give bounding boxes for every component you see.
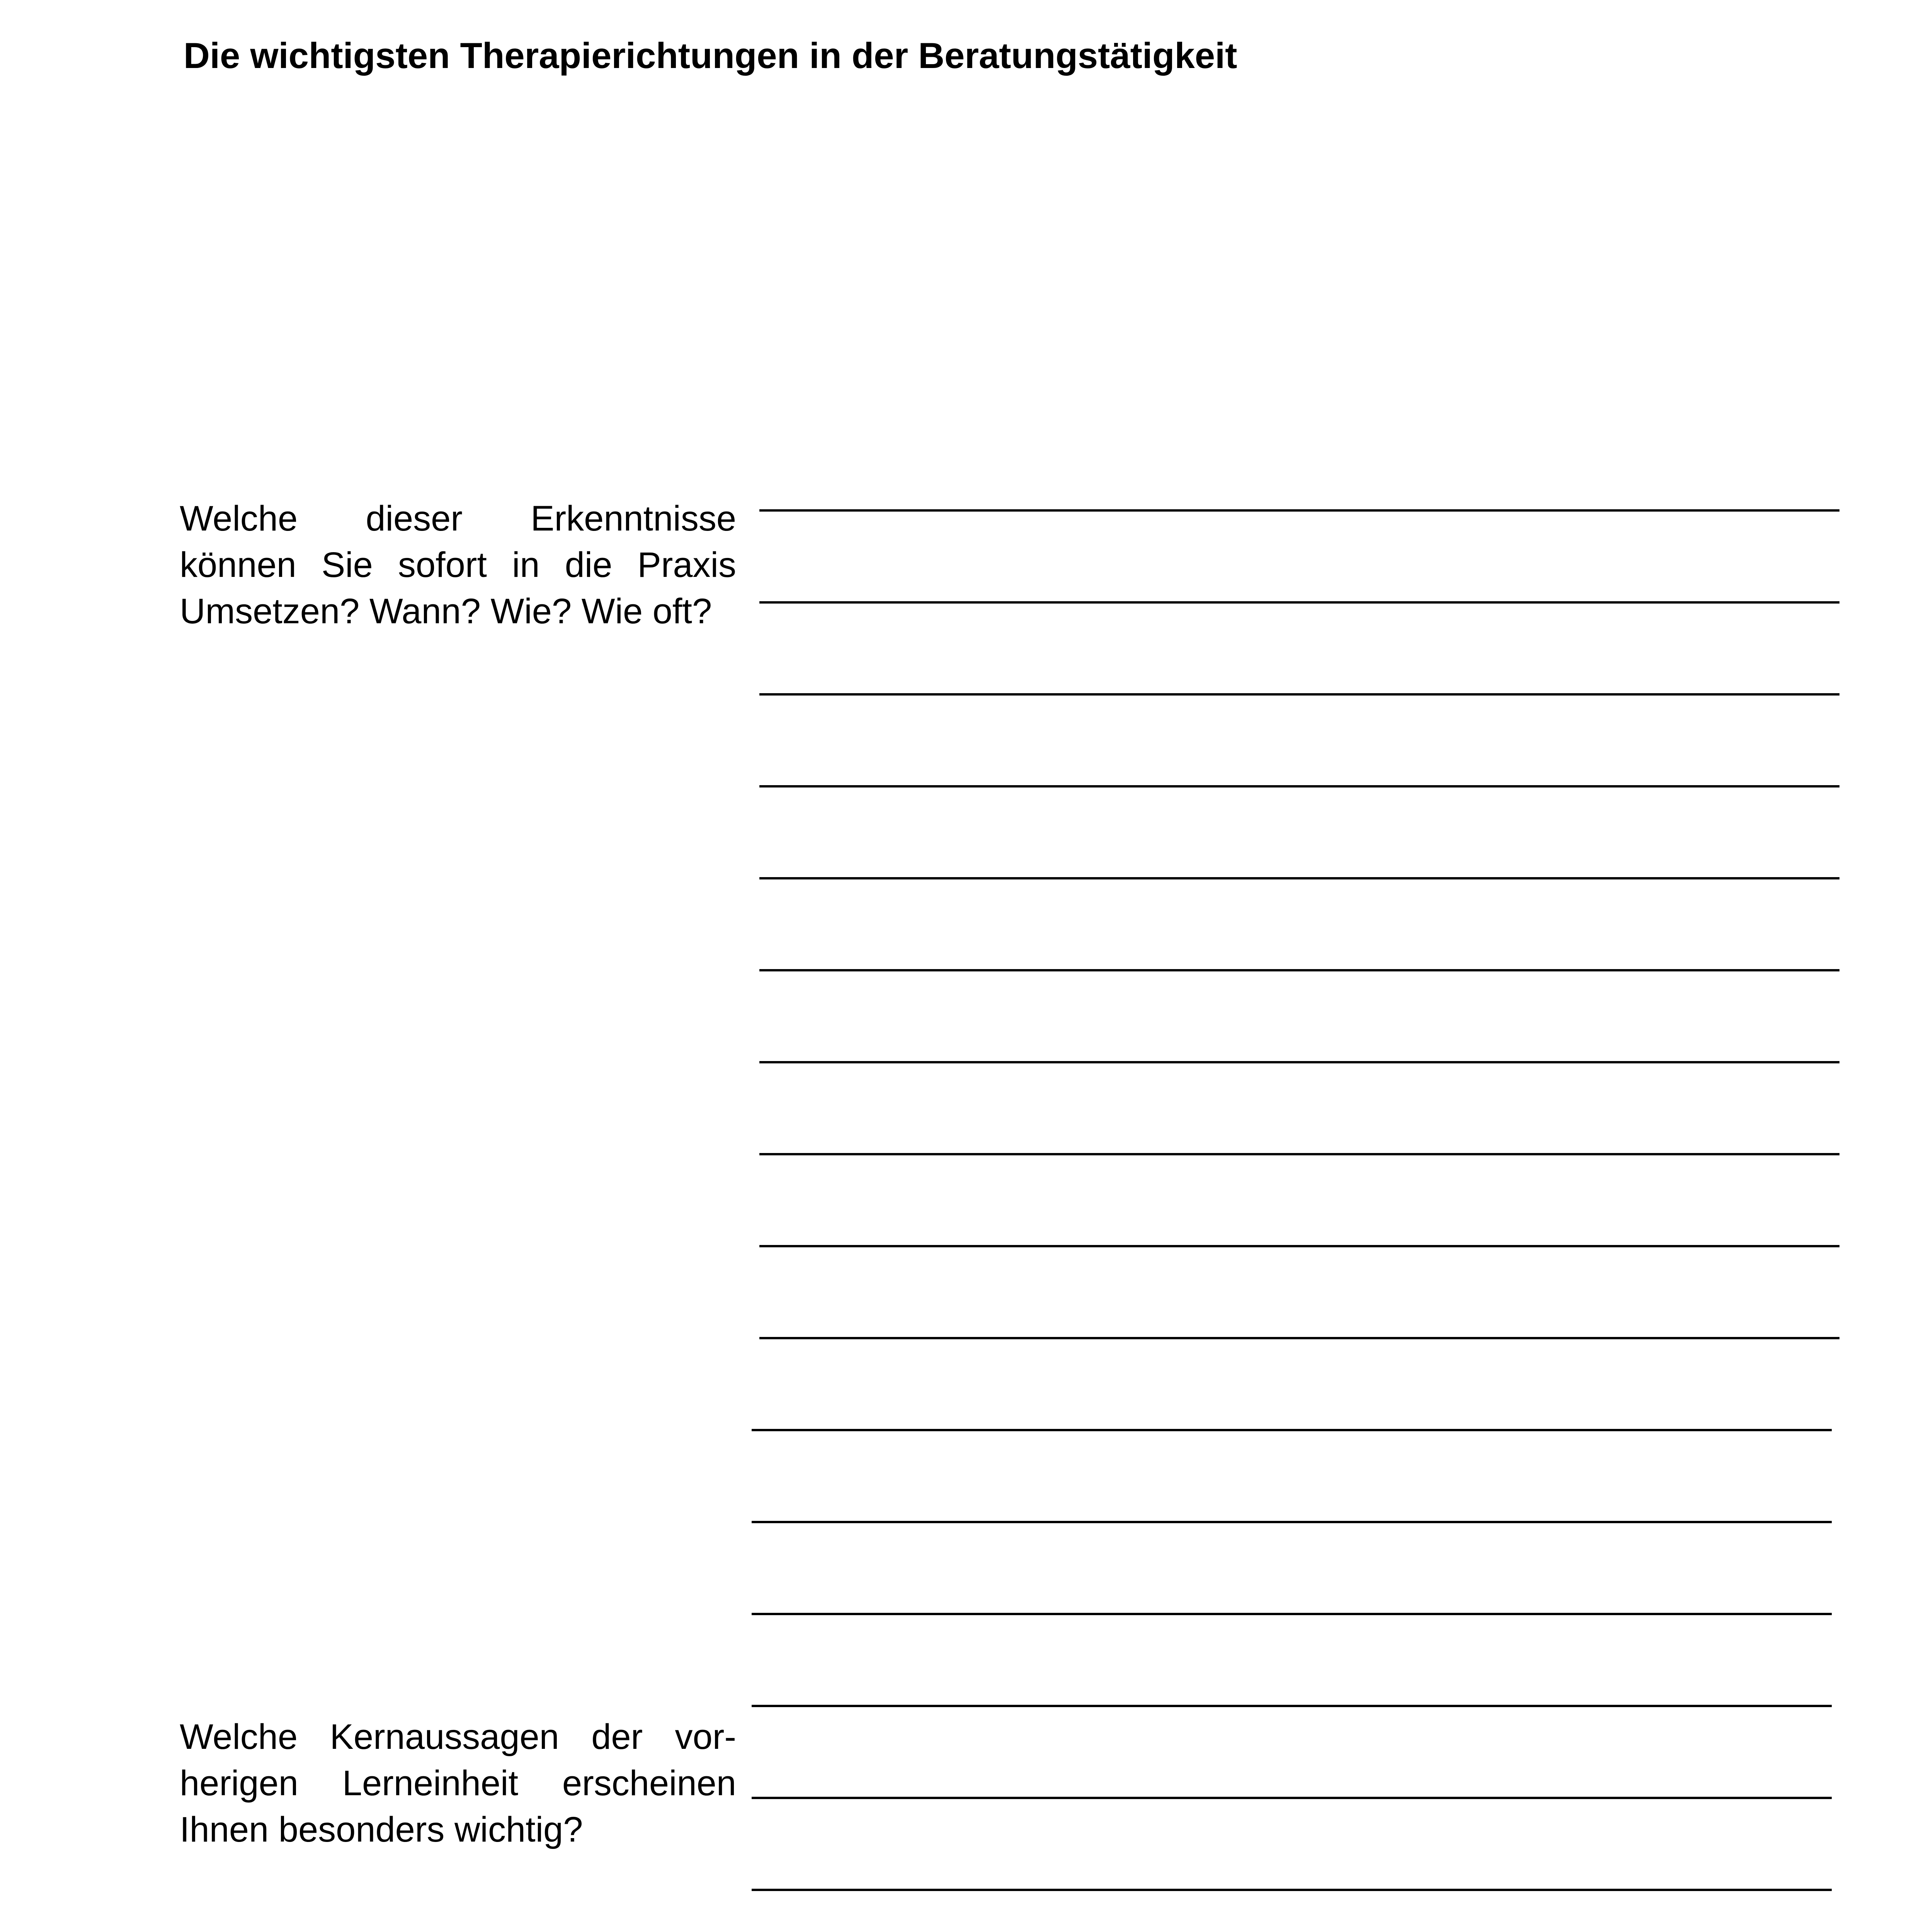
answer-line — [759, 601, 1839, 604]
answer-line — [752, 1889, 1832, 1891]
answer-line — [752, 1521, 1832, 1523]
answer-line — [759, 877, 1839, 879]
answer-line — [752, 1613, 1832, 1615]
question-1-text: Welche dieser Erkenntnisse können Sie sofort in die Praxis Umsetzen? Wann? Wie? Wie oft? — [180, 499, 736, 631]
answer-line — [752, 1705, 1832, 1707]
answer-line — [752, 1797, 1832, 1799]
answer-line — [759, 1153, 1839, 1155]
answer-line — [759, 1245, 1839, 1247]
answer-line — [759, 1061, 1839, 1063]
answer-line — [759, 509, 1839, 512]
page-header-title: Die wichtigsten Therapierichtungen in der Beratungstätigkeit — [184, 35, 1237, 76]
answer-line — [752, 1429, 1832, 1431]
answer-line — [759, 693, 1839, 696]
answer-line — [759, 1337, 1839, 1339]
question-2-text: Welche Kernaussagen der vor-herigen Lerneinheit erscheinen Ihnen besonders wichtig? — [180, 1717, 736, 1849]
answer-line — [759, 969, 1839, 971]
answer-line — [759, 785, 1839, 787]
